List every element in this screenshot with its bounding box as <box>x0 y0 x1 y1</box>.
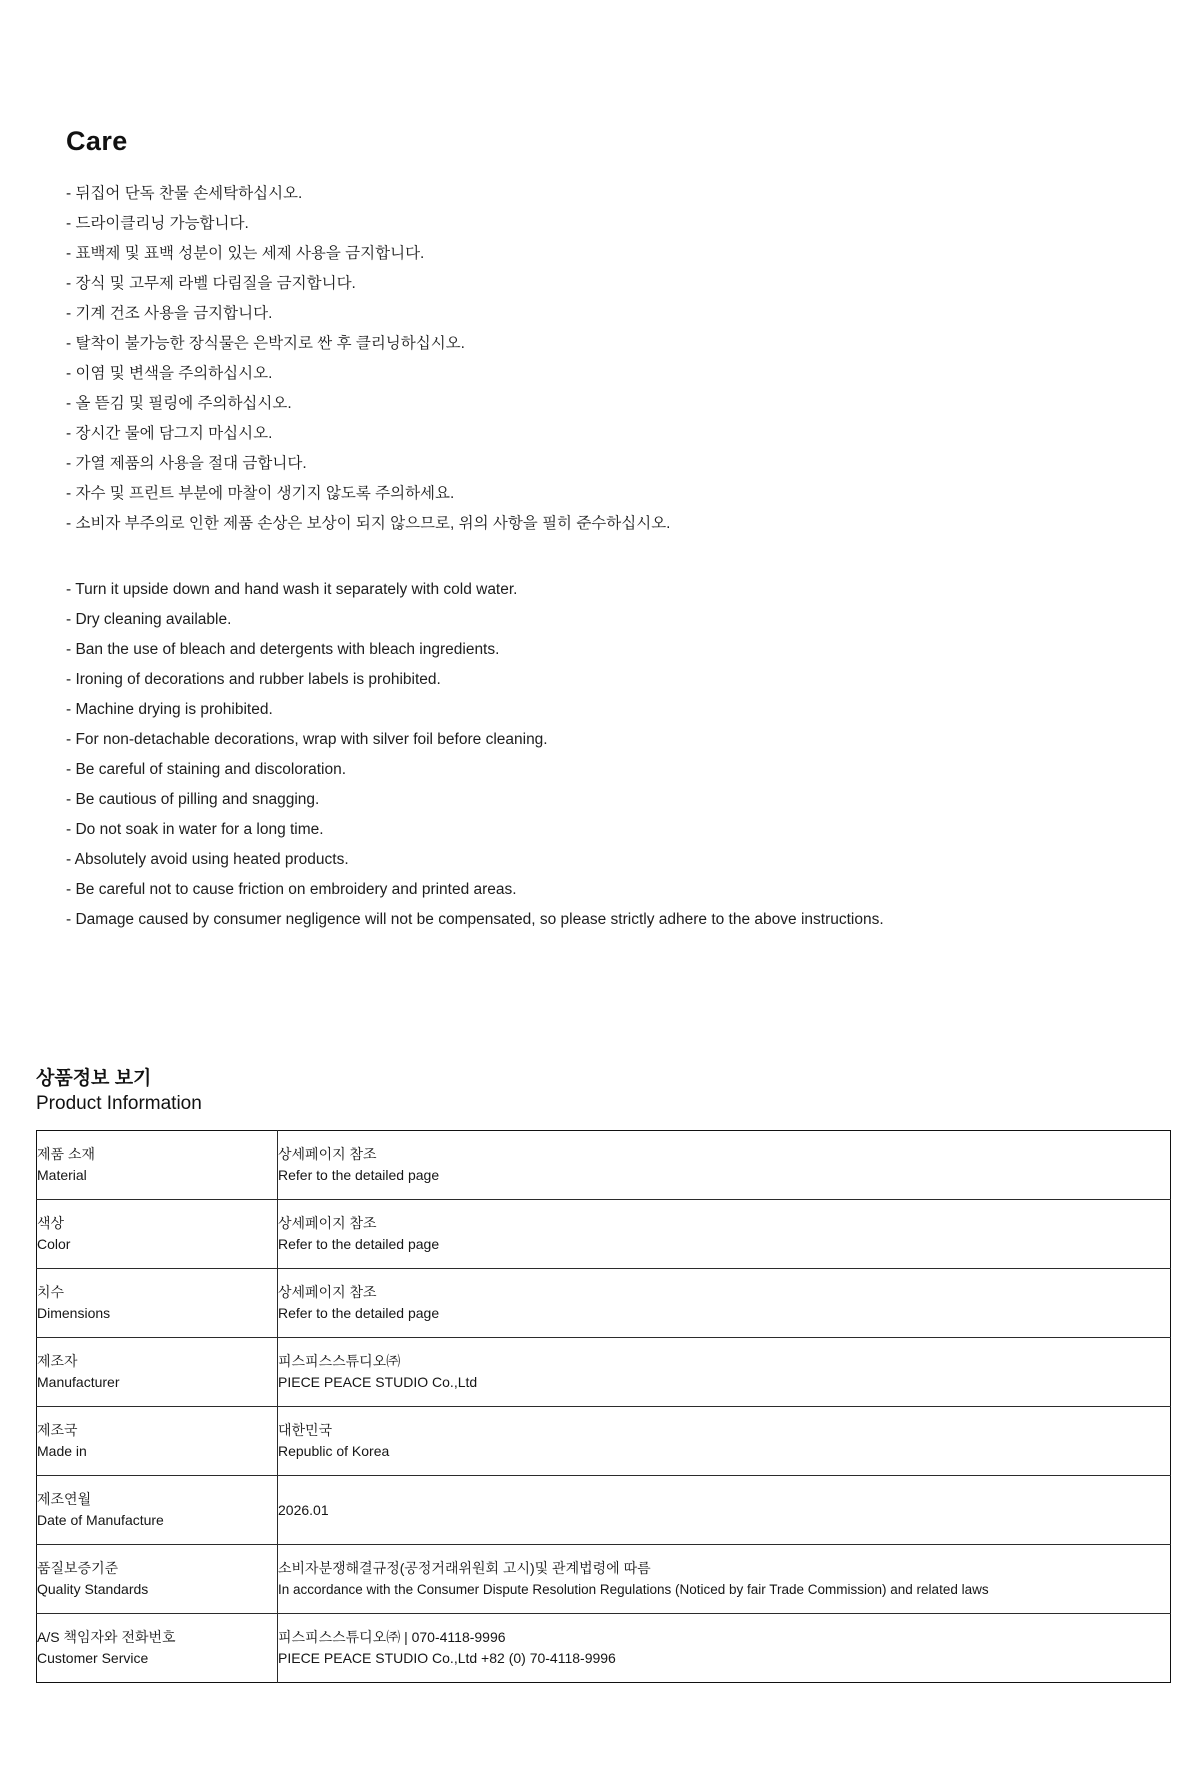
row-value-quality-standards <box>278 1545 1171 1614</box>
label-korean: 제조자 <box>37 1353 78 1369</box>
table-row <box>37 1269 1171 1338</box>
care-item: - 장시간 물에 담그지 마십시오. <box>66 425 273 442</box>
care-section <box>66 126 1136 935</box>
table-row <box>37 1407 1171 1476</box>
product-information-table <box>36 1130 1171 1683</box>
care-item: - 표백제 및 표백 성분이 있는 세제 사용을 금지합니다. <box>66 245 425 262</box>
care-item: - 탈착이 불가능한 장식물은 은박지로 싼 후 클리닝하십시오. <box>66 335 465 352</box>
table-row <box>37 1131 1171 1200</box>
care-list-english <box>66 575 1136 935</box>
value-english: PIECE PEACE STUDIO Co.,Ltd <box>278 1374 478 1390</box>
row-value-date-of-manufacture <box>278 1476 1171 1545</box>
row-label-customer-service <box>37 1614 278 1683</box>
value-english: Republic of Korea <box>278 1443 390 1459</box>
care-title: Care <box>66 126 128 156</box>
product-information-heading-english: Product Information <box>36 1093 202 1114</box>
value-english: Refer to the detailed page <box>278 1305 440 1321</box>
value-korean: 피스피스스튜디오㈜ | 070-4118-9996 <box>278 1629 506 1645</box>
care-item: - For non-detachable decorations, wrap with silver foil before cleaning. <box>66 731 548 748</box>
label-korean: 제조국 <box>37 1422 78 1438</box>
row-label-date-of-manufacture <box>37 1476 278 1545</box>
row-value-dimensions <box>278 1269 1171 1338</box>
row-value-color <box>278 1200 1171 1269</box>
care-item: - Machine drying is prohibited. <box>66 701 273 718</box>
row-value-made-in <box>278 1407 1171 1476</box>
care-item: - 올 뜯김 및 필링에 주의하십시오. <box>66 395 292 412</box>
value-korean: 소비자분쟁해결규정(공정거래위원회 고시)및 관계법령에 따름 <box>278 1560 651 1576</box>
table-row <box>37 1338 1171 1407</box>
care-item: - Dry cleaning available. <box>66 611 232 628</box>
care-item: - 장식 및 고무제 라벨 다림질을 금지합니다. <box>66 275 356 292</box>
label-english: Customer Service <box>37 1650 149 1666</box>
care-item: - Damage caused by consumer negligence will not be compensated, so please strictly adhere to the above instructions. <box>66 911 884 928</box>
care-item: - 소비자 부주의로 인한 제품 손상은 보상이 되지 않으므로, 위의 사항을 필히 준수하십시오. <box>66 515 671 532</box>
label-korean: 색상 <box>37 1215 65 1231</box>
row-label-manufacturer <box>37 1338 278 1407</box>
care-item: - Do not soak in water for a long time. <box>66 821 324 838</box>
value-korean: 대한민국 <box>278 1422 333 1438</box>
care-item: - 기계 건조 사용을 금지합니다. <box>66 305 273 322</box>
label-english: Material <box>37 1167 87 1183</box>
table-row <box>37 1614 1171 1683</box>
care-item: - 가열 제품의 사용을 절대 금합니다. <box>66 455 307 472</box>
row-value-manufacturer <box>278 1338 1171 1407</box>
label-korean: 제품 소재 <box>37 1146 95 1162</box>
value-english: PIECE PEACE STUDIO Co.,Ltd +82 (0) 70-4118-9996 <box>278 1650 616 1666</box>
care-item: - Ironing of decorations and rubber labels is prohibited. <box>66 671 441 688</box>
care-item: - Ban the use of bleach and detergents with bleach ingredients. <box>66 641 500 658</box>
product-information-heading-korean: 상품정보 보기 <box>36 1068 152 1089</box>
row-label-material <box>37 1131 278 1200</box>
label-english: Dimensions <box>37 1305 111 1321</box>
table-row <box>37 1476 1171 1545</box>
product-information-section <box>36 1066 1171 1683</box>
label-korean: A/S 책임자와 전화번호 <box>37 1629 176 1645</box>
table-row <box>37 1545 1171 1614</box>
label-korean: 제조연월 <box>37 1491 92 1507</box>
value-english: In accordance with the Consumer Dispute Resolution Regulations (Noticed by fair Trade Commission) and related laws <box>278 1582 989 1597</box>
value-english: Refer to the detailed page <box>278 1236 440 1252</box>
value-english: Refer to the detailed page <box>278 1167 440 1183</box>
care-item: - 이염 및 변색을 주의하십시오. <box>66 365 273 382</box>
value-korean: 상세페이지 참조 <box>278 1215 377 1231</box>
care-item: - 자수 및 프린트 부분에 마찰이 생기지 않도록 주의하세요. <box>66 485 455 502</box>
product-information-heading <box>36 1066 1171 1116</box>
row-label-quality-standards <box>37 1545 278 1614</box>
label-english: Date of Manufacture <box>37 1512 164 1528</box>
care-item: - Be careful not to cause friction on embroidery and printed areas. <box>66 881 517 898</box>
table-row <box>37 1200 1171 1269</box>
label-korean: 품질보증기준 <box>37 1560 119 1576</box>
label-english: Color <box>37 1236 71 1252</box>
care-list-korean <box>66 179 1136 539</box>
label-english: Quality Standards <box>37 1581 149 1597</box>
care-item: - 뒤집어 단독 찬물 손세탁하십시오. <box>66 185 303 202</box>
value-korean: 상세페이지 참조 <box>278 1284 377 1300</box>
care-item: - 드라이클리닝 가능합니다. <box>66 215 249 232</box>
row-label-color <box>37 1200 278 1269</box>
row-value-material <box>278 1131 1171 1200</box>
value-korean: 피스피스스튜디오㈜ <box>278 1353 401 1369</box>
care-item: - Be cautious of pilling and snagging. <box>66 791 320 808</box>
care-item: - Turn it upside down and hand wash it separately with cold water. <box>66 581 518 598</box>
care-list-divider <box>66 539 1136 575</box>
care-item: - Absolutely avoid using heated products. <box>66 851 349 868</box>
label-korean: 치수 <box>37 1284 65 1300</box>
row-value-customer-service <box>278 1614 1171 1683</box>
row-label-made-in <box>37 1407 278 1476</box>
value-korean: 상세페이지 참조 <box>278 1146 377 1162</box>
row-label-dimensions <box>37 1269 278 1338</box>
label-english: Made in <box>37 1443 87 1459</box>
label-english: Manufacturer <box>37 1374 120 1390</box>
value-date: 2026.01 <box>278 1501 329 1518</box>
care-item: - Be careful of staining and discoloration. <box>66 761 347 778</box>
